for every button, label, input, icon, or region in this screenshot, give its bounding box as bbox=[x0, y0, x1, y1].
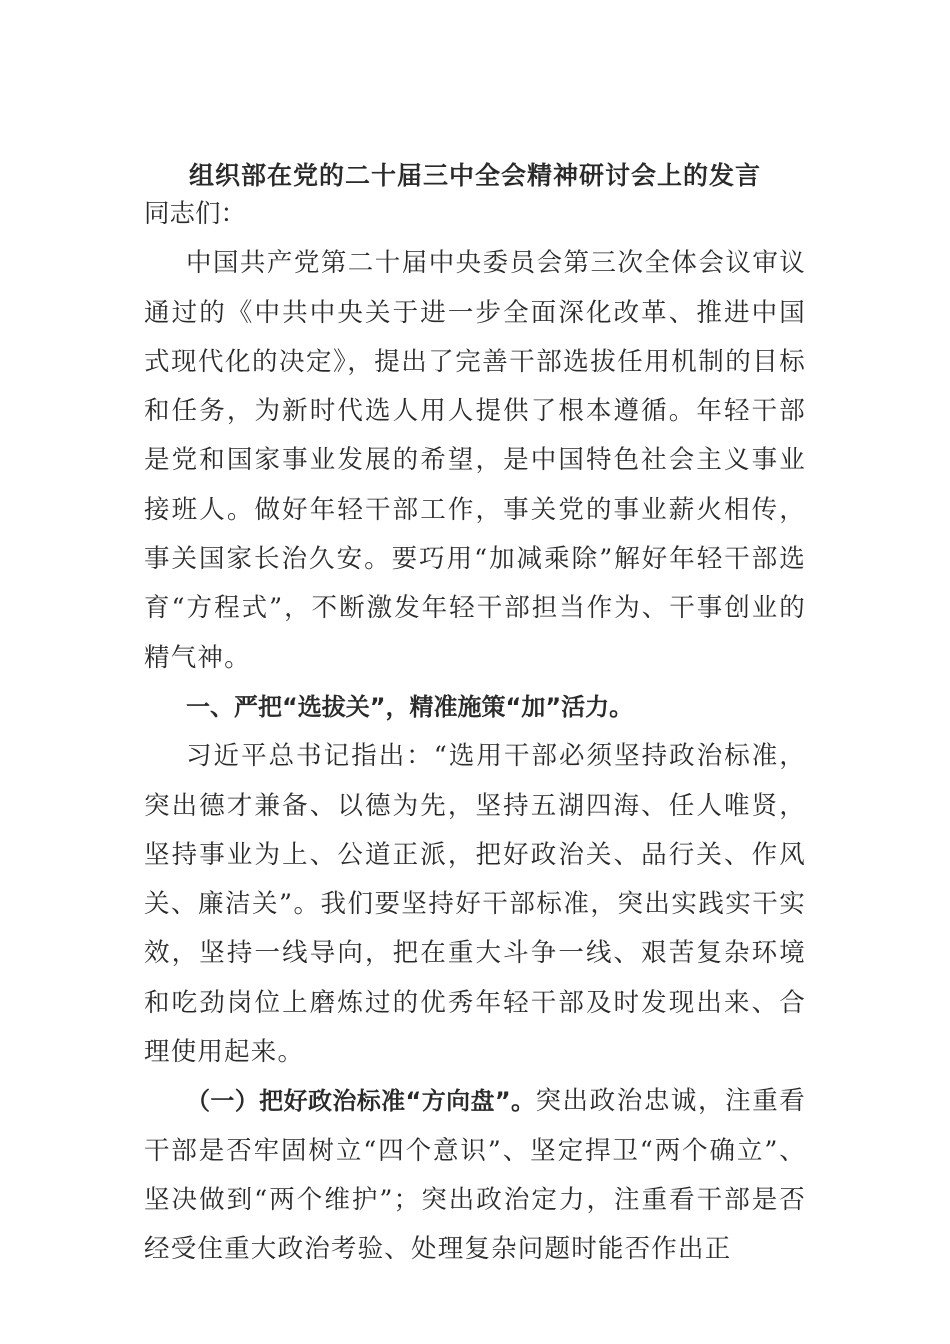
document-body bbox=[144, 190, 806, 1275]
subsection-1-paragraph bbox=[144, 1077, 806, 1274]
section-1-heading: 一、严把“选拔关”，精准施策“加”活力。 bbox=[186, 692, 634, 721]
salutation: 同志们： bbox=[144, 199, 247, 229]
document-title: 组织部在党的二十届三中全会精神研讨会上的发言 bbox=[188, 161, 761, 190]
intro-paragraph: 中国共产党第二十届中央委员会第三次全体会议审议通过的《中共中央关于进一步全面深化改革、推进中国式现代化的决定》，提出了完善干部选拔任用机制的目标和任务，为新时代选人用人提供了根本遵循。年轻干部是党和国家事业发展的希望，是中国特色社会主义事业接班人。做好年轻干部工作，事关党的事业薪火相传，事关国家长治久安。要巧用“加减乘除”解好年轻干部选育“方程式”，不断激发年轻干部担当作为、干事创业的精气神。 bbox=[144, 248, 806, 673]
section-1-paragraph: 习近平总书记指出：“选用干部必须坚持政治标准，突出德才兼备、以德为先，坚持五湖四海、任人唯贤，坚持事业为上、公道正派，把好政治关、品行关、作风关、廉洁关”。我们要坚持好干部标准，突出实践实干实效，坚持一线导向，把在重大斗争一线、艰苦复杂环境和吃劲岗位上磨炼过的优秀年轻干部及时发现出来、合理使用起来。 bbox=[144, 741, 806, 1068]
subsection-1-text: 突出政治忠诚，注重看干部是否牢固树立“四个意识”、坚定捍卫“两个确立”、坚决做到“两个维护”；突出政治定力，注重看干部是否经受住重大政治考验、处理复杂问题时能否作出正 bbox=[144, 1086, 806, 1265]
subsection-1-heading: （一）把好政治标准“方向盘”。 bbox=[186, 1087, 536, 1116]
